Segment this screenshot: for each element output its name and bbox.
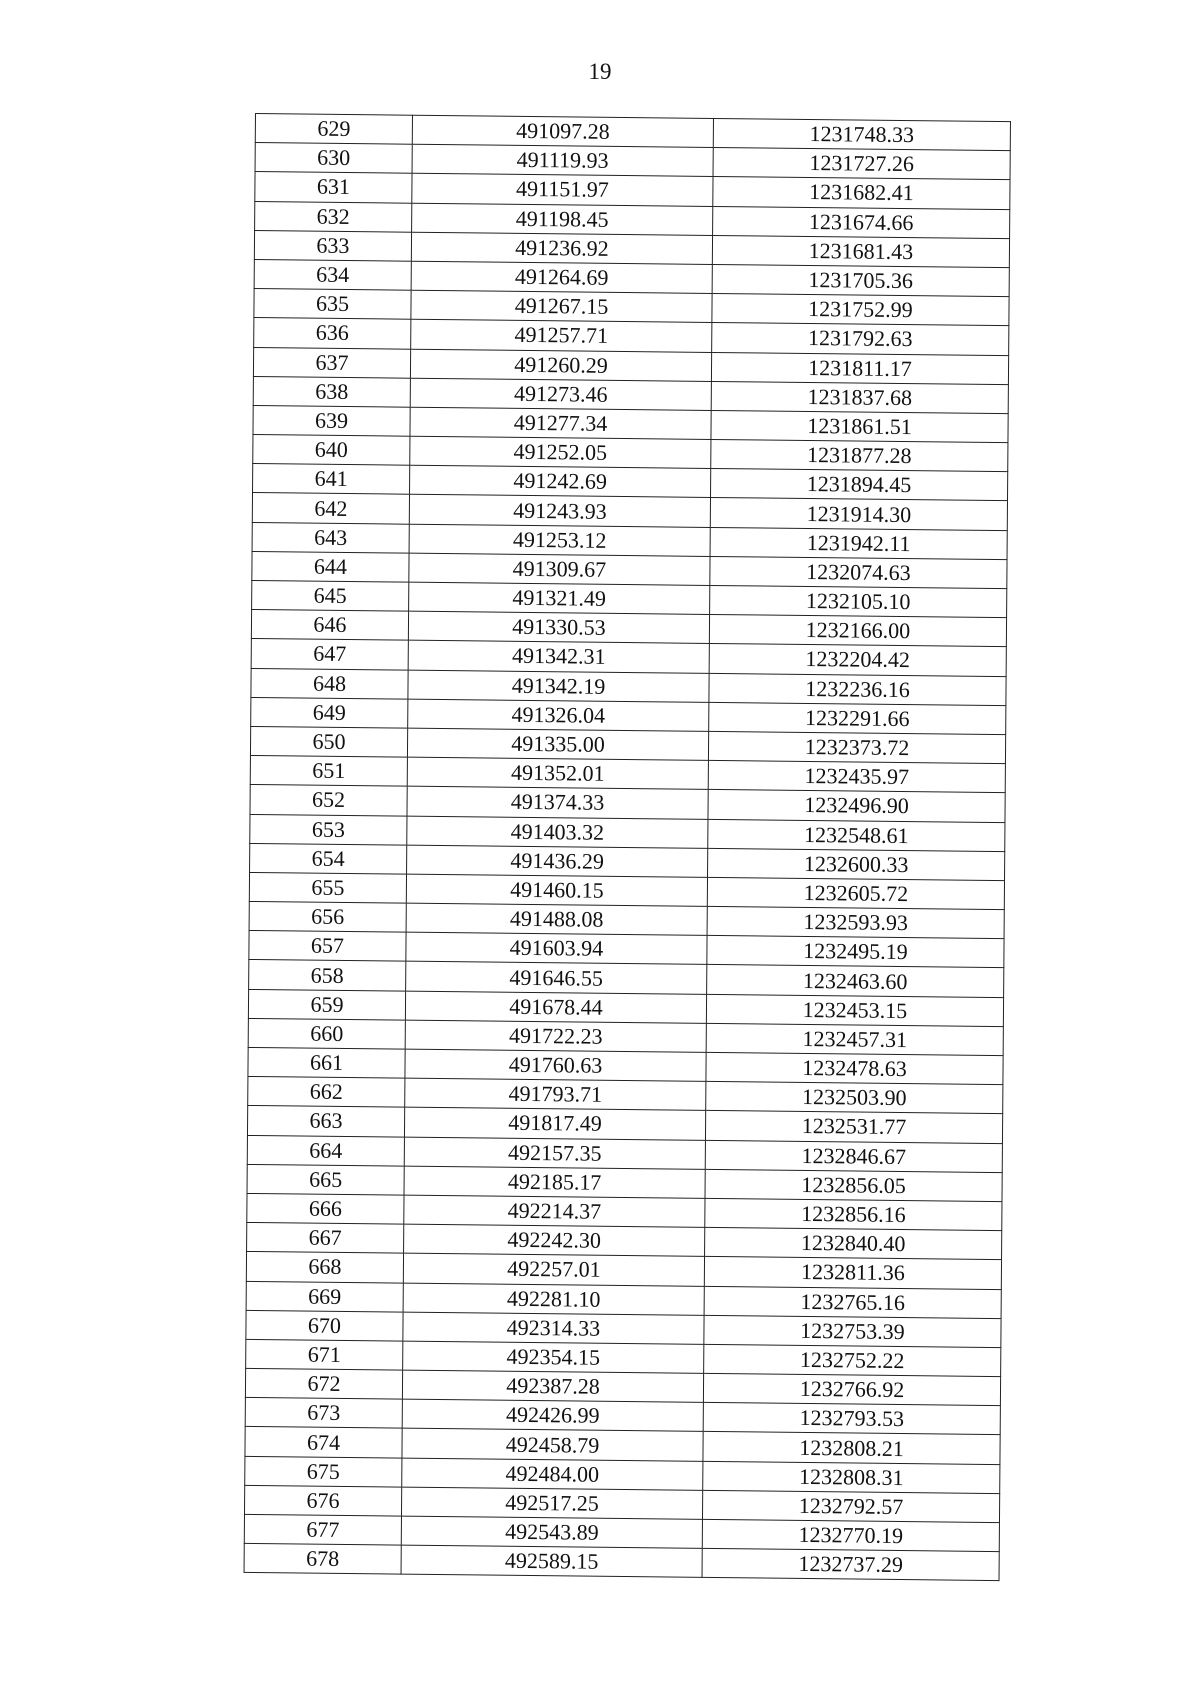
x-coordinate-cell: 491603.94 xyxy=(406,932,707,964)
point-number-cell: 659 xyxy=(248,989,405,1020)
x-coordinate-cell: 491330.53 xyxy=(408,611,709,643)
y-coordinate-cell: 1231942.11 xyxy=(710,527,1007,559)
point-number-cell: 640 xyxy=(253,435,410,466)
y-coordinate-cell: 1231811.17 xyxy=(711,352,1008,384)
point-number-cell: 667 xyxy=(247,1223,404,1254)
x-coordinate-cell: 491309.67 xyxy=(409,553,710,585)
point-number-cell: 660 xyxy=(248,1018,405,1049)
y-coordinate-cell: 1232752.22 xyxy=(704,1344,1001,1376)
x-coordinate-cell: 492484.00 xyxy=(402,1458,703,1490)
point-number-cell: 642 xyxy=(252,493,409,524)
point-number-cell: 658 xyxy=(249,960,406,991)
x-coordinate-cell: 491817.49 xyxy=(404,1108,705,1140)
x-coordinate-cell: 491273.46 xyxy=(410,378,711,410)
point-number-cell: 670 xyxy=(246,1310,403,1341)
y-coordinate-cell: 1232236.16 xyxy=(709,673,1006,705)
y-coordinate-cell: 1232808.21 xyxy=(703,1432,1000,1464)
x-coordinate-cell: 492185.17 xyxy=(404,1166,705,1198)
point-number-cell: 653 xyxy=(250,814,407,845)
point-number-cell: 641 xyxy=(253,464,410,495)
x-coordinate-cell: 491342.31 xyxy=(408,641,709,673)
point-number-cell: 655 xyxy=(249,872,406,903)
y-coordinate-cell: 1232840.40 xyxy=(705,1228,1002,1260)
x-coordinate-cell: 492354.15 xyxy=(403,1341,704,1373)
point-number-cell: 677 xyxy=(244,1514,401,1545)
point-number-cell: 656 xyxy=(249,902,406,933)
x-coordinate-cell: 492257.01 xyxy=(403,1253,704,1285)
y-coordinate-cell: 1231877.28 xyxy=(711,440,1008,472)
y-coordinate-cell: 1231681.43 xyxy=(712,235,1009,267)
y-coordinate-cell: 1232792.57 xyxy=(702,1490,999,1522)
x-coordinate-cell: 492242.30 xyxy=(404,1224,705,1256)
y-coordinate-cell: 1232074.63 xyxy=(710,556,1007,588)
y-coordinate-cell: 1232166.00 xyxy=(709,615,1006,647)
x-coordinate-cell: 492281.10 xyxy=(403,1283,704,1315)
y-coordinate-cell: 1232753.39 xyxy=(704,1315,1001,1347)
y-coordinate-cell: 1232793.53 xyxy=(703,1403,1000,1435)
point-number-cell: 645 xyxy=(252,580,409,611)
point-number-cell: 636 xyxy=(254,318,411,349)
x-coordinate-cell: 491151.97 xyxy=(412,174,713,206)
y-coordinate-cell: 1231682.41 xyxy=(713,177,1010,209)
y-coordinate-cell: 1231861.51 xyxy=(711,410,1008,442)
point-number-cell: 634 xyxy=(254,259,411,290)
point-number-cell: 674 xyxy=(245,1427,402,1458)
coordinates-table xyxy=(244,113,1011,1581)
coordinates-table-body xyxy=(244,114,1010,1581)
y-coordinate-cell: 1232291.66 xyxy=(709,702,1006,734)
y-coordinate-cell: 1232600.33 xyxy=(708,848,1005,880)
point-number-cell: 630 xyxy=(255,143,412,174)
point-number-cell: 639 xyxy=(253,405,410,436)
point-number-cell: 646 xyxy=(251,610,408,641)
point-number-cell: 648 xyxy=(251,668,408,699)
y-coordinate-cell: 1231674.66 xyxy=(713,206,1010,238)
point-number-cell: 632 xyxy=(255,201,412,232)
y-coordinate-cell: 1232478.63 xyxy=(706,1052,1003,1084)
y-coordinate-cell: 1231752.99 xyxy=(712,294,1009,326)
y-coordinate-cell: 1232463.60 xyxy=(707,965,1004,997)
point-number-cell: 654 xyxy=(250,843,407,874)
x-coordinate-cell: 492314.33 xyxy=(403,1312,704,1344)
x-coordinate-cell: 492589.15 xyxy=(401,1545,702,1577)
y-coordinate-cell: 1232856.16 xyxy=(705,1198,1002,1230)
y-coordinate-cell: 1232766.92 xyxy=(703,1373,1000,1405)
y-coordinate-cell: 1232496.90 xyxy=(708,790,1005,822)
x-coordinate-cell: 491097.28 xyxy=(412,115,713,147)
point-number-cell: 637 xyxy=(253,347,410,378)
x-coordinate-cell: 492387.28 xyxy=(402,1370,703,1402)
point-number-cell: 657 xyxy=(249,931,406,962)
point-number-cell: 649 xyxy=(251,697,408,728)
y-coordinate-cell: 1232204.42 xyxy=(709,644,1006,676)
x-coordinate-cell: 491260.29 xyxy=(410,349,711,381)
point-number-cell: 647 xyxy=(251,639,408,670)
y-coordinate-cell: 1232531.77 xyxy=(705,1111,1002,1143)
point-number-cell: 643 xyxy=(252,522,409,553)
point-number-cell: 631 xyxy=(255,172,412,203)
x-coordinate-cell: 492543.89 xyxy=(401,1516,702,1548)
y-coordinate-cell: 1232856.05 xyxy=(705,1169,1002,1201)
point-number-cell: 633 xyxy=(254,230,411,261)
y-coordinate-cell: 1231837.68 xyxy=(711,381,1008,413)
x-coordinate-cell: 491352.01 xyxy=(407,757,708,789)
x-coordinate-cell: 492426.99 xyxy=(402,1399,703,1431)
y-coordinate-cell: 1231792.63 xyxy=(712,323,1009,355)
x-coordinate-cell: 492157.35 xyxy=(404,1137,705,1169)
coordinates-table-container xyxy=(244,113,1007,1581)
x-coordinate-cell: 491678.44 xyxy=(405,991,706,1023)
x-coordinate-cell: 491374.33 xyxy=(407,786,708,818)
x-coordinate-cell: 491257.71 xyxy=(411,320,712,352)
y-coordinate-cell: 1232503.90 xyxy=(706,1082,1003,1114)
x-coordinate-cell: 491722.23 xyxy=(405,1020,706,1052)
point-number-cell: 668 xyxy=(246,1252,403,1283)
point-number-cell: 644 xyxy=(252,551,409,582)
y-coordinate-cell: 1231914.30 xyxy=(710,498,1007,530)
point-number-cell: 669 xyxy=(246,1281,403,1312)
x-coordinate-cell: 491252.05 xyxy=(410,436,711,468)
x-coordinate-cell: 491267.15 xyxy=(411,290,712,322)
x-coordinate-cell: 491403.32 xyxy=(407,816,708,848)
y-coordinate-cell: 1232808.31 xyxy=(703,1461,1000,1493)
x-coordinate-cell: 491793.71 xyxy=(405,1078,706,1110)
point-number-cell: 671 xyxy=(246,1339,403,1370)
y-coordinate-cell: 1232846.67 xyxy=(705,1140,1002,1172)
point-number-cell: 651 xyxy=(250,756,407,787)
x-coordinate-cell: 491253.12 xyxy=(409,524,710,556)
point-number-cell: 666 xyxy=(247,1193,404,1224)
point-number-cell: 678 xyxy=(244,1544,401,1575)
x-coordinate-cell: 491264.69 xyxy=(411,261,712,293)
x-coordinate-cell: 491119.93 xyxy=(412,144,713,176)
y-coordinate-cell: 1232593.93 xyxy=(707,906,1004,938)
y-coordinate-cell: 1232811.36 xyxy=(704,1257,1001,1289)
x-coordinate-cell: 491236.92 xyxy=(411,232,712,264)
x-coordinate-cell: 491326.04 xyxy=(408,699,709,731)
point-number-cell: 673 xyxy=(245,1398,402,1429)
y-coordinate-cell: 1231727.26 xyxy=(713,148,1010,180)
y-coordinate-cell: 1232373.72 xyxy=(708,731,1005,763)
x-coordinate-cell: 492517.25 xyxy=(401,1487,702,1519)
point-number-cell: 638 xyxy=(253,376,410,407)
y-coordinate-cell: 1232605.72 xyxy=(707,877,1004,909)
y-coordinate-cell: 1231748.33 xyxy=(713,118,1010,150)
x-coordinate-cell: 491342.19 xyxy=(408,670,709,702)
point-number-cell: 661 xyxy=(248,1047,405,1078)
point-number-cell: 635 xyxy=(254,289,411,320)
point-number-cell: 664 xyxy=(247,1135,404,1166)
y-coordinate-cell: 1232770.19 xyxy=(702,1519,999,1551)
point-number-cell: 672 xyxy=(245,1368,402,1399)
x-coordinate-cell: 491335.00 xyxy=(407,728,708,760)
y-coordinate-cell: 1232765.16 xyxy=(704,1286,1001,1318)
y-coordinate-cell: 1232495.19 xyxy=(707,936,1004,968)
y-coordinate-cell: 1232435.97 xyxy=(708,761,1005,793)
x-coordinate-cell: 491760.63 xyxy=(405,1049,706,1081)
page-number: 19 xyxy=(588,59,612,84)
y-coordinate-cell: 1232548.61 xyxy=(708,819,1005,851)
x-coordinate-cell: 491436.29 xyxy=(407,845,708,877)
y-coordinate-cell: 1232453.15 xyxy=(706,994,1003,1026)
point-number-cell: 629 xyxy=(255,114,412,145)
y-coordinate-cell: 1232737.29 xyxy=(702,1549,999,1581)
point-number-cell: 663 xyxy=(247,1106,404,1137)
y-coordinate-cell: 1231894.45 xyxy=(711,469,1008,501)
x-coordinate-cell: 491277.34 xyxy=(410,407,711,439)
y-coordinate-cell: 1231705.36 xyxy=(712,264,1009,296)
x-coordinate-cell: 491243.93 xyxy=(409,495,710,527)
point-number-cell: 676 xyxy=(244,1485,401,1516)
x-coordinate-cell: 491242.69 xyxy=(410,465,711,497)
x-coordinate-cell: 491460.15 xyxy=(406,874,707,906)
x-coordinate-cell: 491198.45 xyxy=(412,203,713,235)
x-coordinate-cell: 491321.49 xyxy=(409,582,710,614)
x-coordinate-cell: 491646.55 xyxy=(406,962,707,994)
x-coordinate-cell: 492214.37 xyxy=(404,1195,705,1227)
point-number-cell: 665 xyxy=(247,1164,404,1195)
point-number-cell: 675 xyxy=(245,1456,402,1487)
y-coordinate-cell: 1232105.10 xyxy=(710,585,1007,617)
x-coordinate-cell: 491488.08 xyxy=(406,903,707,935)
x-coordinate-cell: 492458.79 xyxy=(402,1429,703,1461)
point-number-cell: 662 xyxy=(248,1077,405,1108)
point-number-cell: 652 xyxy=(250,785,407,816)
point-number-cell: 650 xyxy=(250,726,407,757)
y-coordinate-cell: 1232457.31 xyxy=(706,1023,1003,1055)
